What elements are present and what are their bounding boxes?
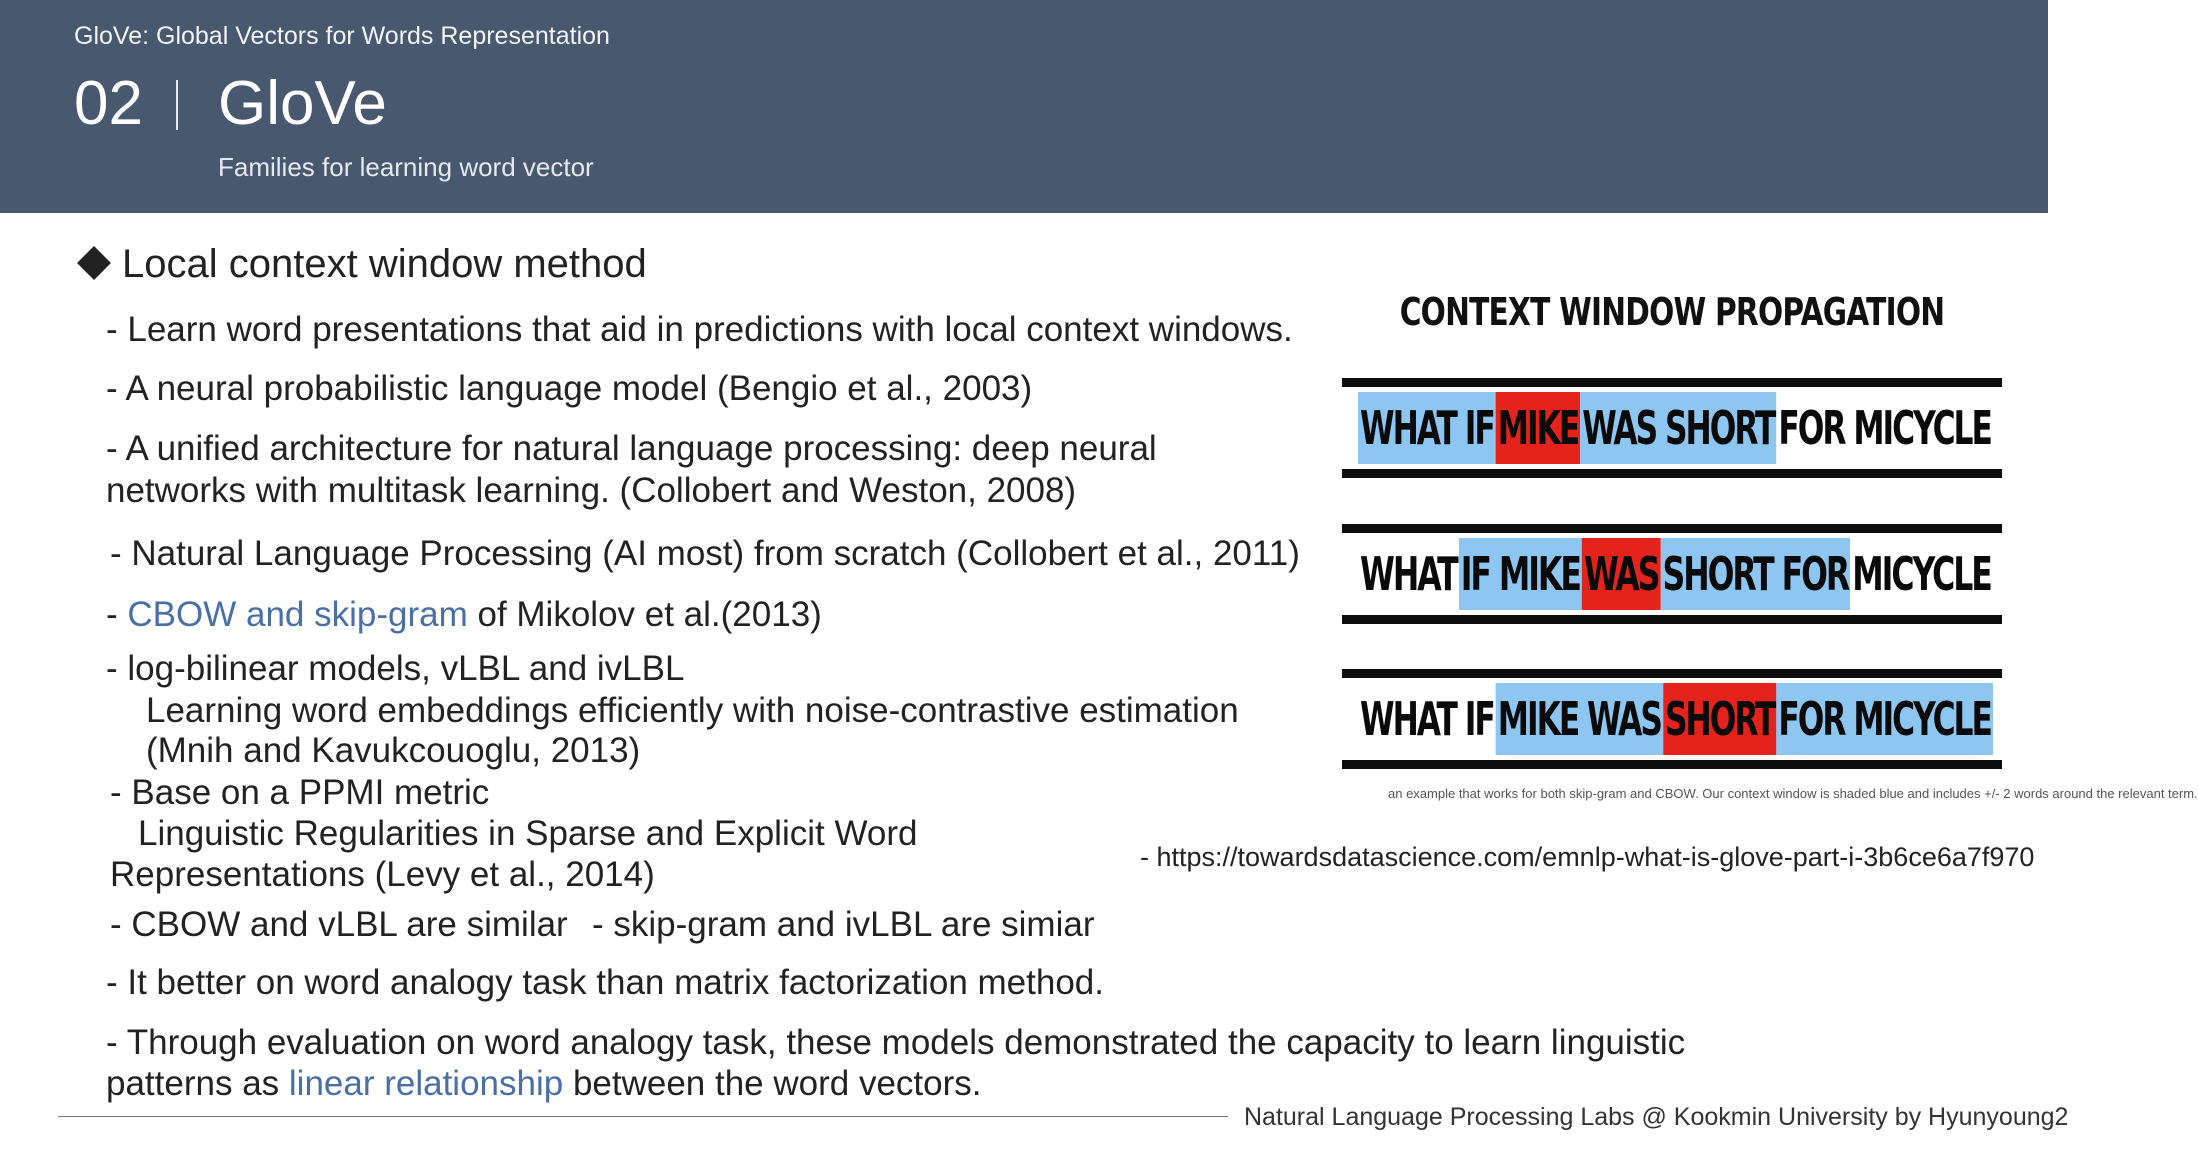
bullet-line: - Learn word presentations that aid in predictions with local context windows. [106,310,1293,349]
strip-bottom-bar [1342,469,2002,478]
strip-word-target: SHORT [1663,683,1776,755]
strip-top-bar [1342,378,2002,387]
strip-top-bar [1342,669,2002,678]
context-window-strip [1342,378,2002,478]
bullet-line: - Base on a PPMI metric [110,773,490,812]
strip-word-target: MIKE [1496,392,1580,464]
strip-word-none: MICYCLE [1850,538,1993,610]
linear-relationship-link[interactable]: linear relationship [288,1064,564,1103]
footer-credit: Natural Language Processing Labs @ Kookmin University by Hyunyoung2 [1244,1103,2069,1131]
strip-words [1358,392,1993,464]
section-number: 02 [74,69,143,138]
strip-word-target: WAS [1582,538,1661,610]
strip-bottom-bar [1342,615,2002,624]
strip-top-bar [1342,524,2002,533]
bullet-text: between the word vectors. [563,1064,982,1103]
footer-divider [58,1116,1228,1117]
strip-words [1358,538,1993,610]
bullet-text: of Mikolov et al.(2013) [467,595,822,634]
strip-word-context: SHORT FOR [1660,538,1850,610]
bullet-dash: - [106,595,128,634]
figure-caption: an example that works for both skip-gram and CBOW. Our context window is shaded blue and includes +/- 2 words around the relevant term. [1388,786,2198,801]
strip-word-context: WHAT IF [1358,392,1496,464]
source-url[interactable]: - https://towardsdatascience.com/emnlp-what-is-glove-part-i-3b6ce6a7f970 [1140,842,2035,872]
context-window-strip [1342,524,2002,624]
bullet-subline: Learning word embeddings efficiently with noise-contrastive estimation [146,691,1239,730]
strip-word-none: WHAT [1358,538,1459,610]
bullet-line: - Through evaluation on word analogy task, these models demonstrated the capacity to learn linguistic [106,1023,1686,1062]
strip-word-none: FOR MICYCLE [1776,392,1993,464]
bullet-line [106,595,822,635]
bullet-line: - A unified architecture for natural language processing: deep neural [106,429,1157,468]
bullet-line-continued [106,1064,982,1104]
strip-word-context: MIKE WAS [1496,683,1663,755]
header-divider [176,80,178,130]
cbow-skipgram-link[interactable]: CBOW and skip-gram [127,595,468,634]
strip-word-context: FOR MICYCLE [1776,683,1993,755]
bullet-subline: (Mnih and Kavukcouoglu, 2013) [146,731,641,770]
presentation-title: GloVe: Global Vectors for Words Representation [74,22,610,50]
strip-word-context: WAS SHORT [1580,392,1776,464]
bullet-line: - A neural probabilistic language model (Bengio et al., 2003) [106,369,1033,408]
slide-header [0,0,2048,213]
context-window-strip [1342,669,2002,769]
figure-title: CONTEXT WINDOW PROPAGATION [1399,290,1945,334]
section-title: GloVe [218,69,387,138]
strip-bottom-bar [1342,760,2002,769]
bullet-line: - log-bilinear models, vLBL and ivLBL [106,649,685,688]
bullet-line: - It better on word analogy task than matrix factorization method. [106,963,1104,1002]
bullet-line: - Natural Language Processing (AI most) from scratch (Collobert et al., 2011) [110,534,1300,573]
bullet-line-continued: networks with multitask learning. (Collobert and Weston, 2008) [106,471,1077,510]
content-heading [76,242,647,287]
bullet-text: patterns as [106,1064,289,1103]
diamond-bullet-icon [77,246,111,280]
section-subtitle: Families for learning word vector [218,152,594,182]
bullet-subline: Linguistic Regularities in Sparse and Explicit Word [138,814,918,853]
strip-words [1358,683,1993,755]
bullet-line: - CBOW and vLBL are similar [110,905,568,944]
bullet-subline: Representations (Levy et al., 2014) [110,855,655,894]
strip-word-none: WHAT IF [1358,683,1496,755]
heading-text: Local context window method [122,242,647,286]
bullet-line: - skip-gram and ivLBL are simiar [592,905,1095,944]
strip-word-context: IF MIKE [1459,538,1582,610]
